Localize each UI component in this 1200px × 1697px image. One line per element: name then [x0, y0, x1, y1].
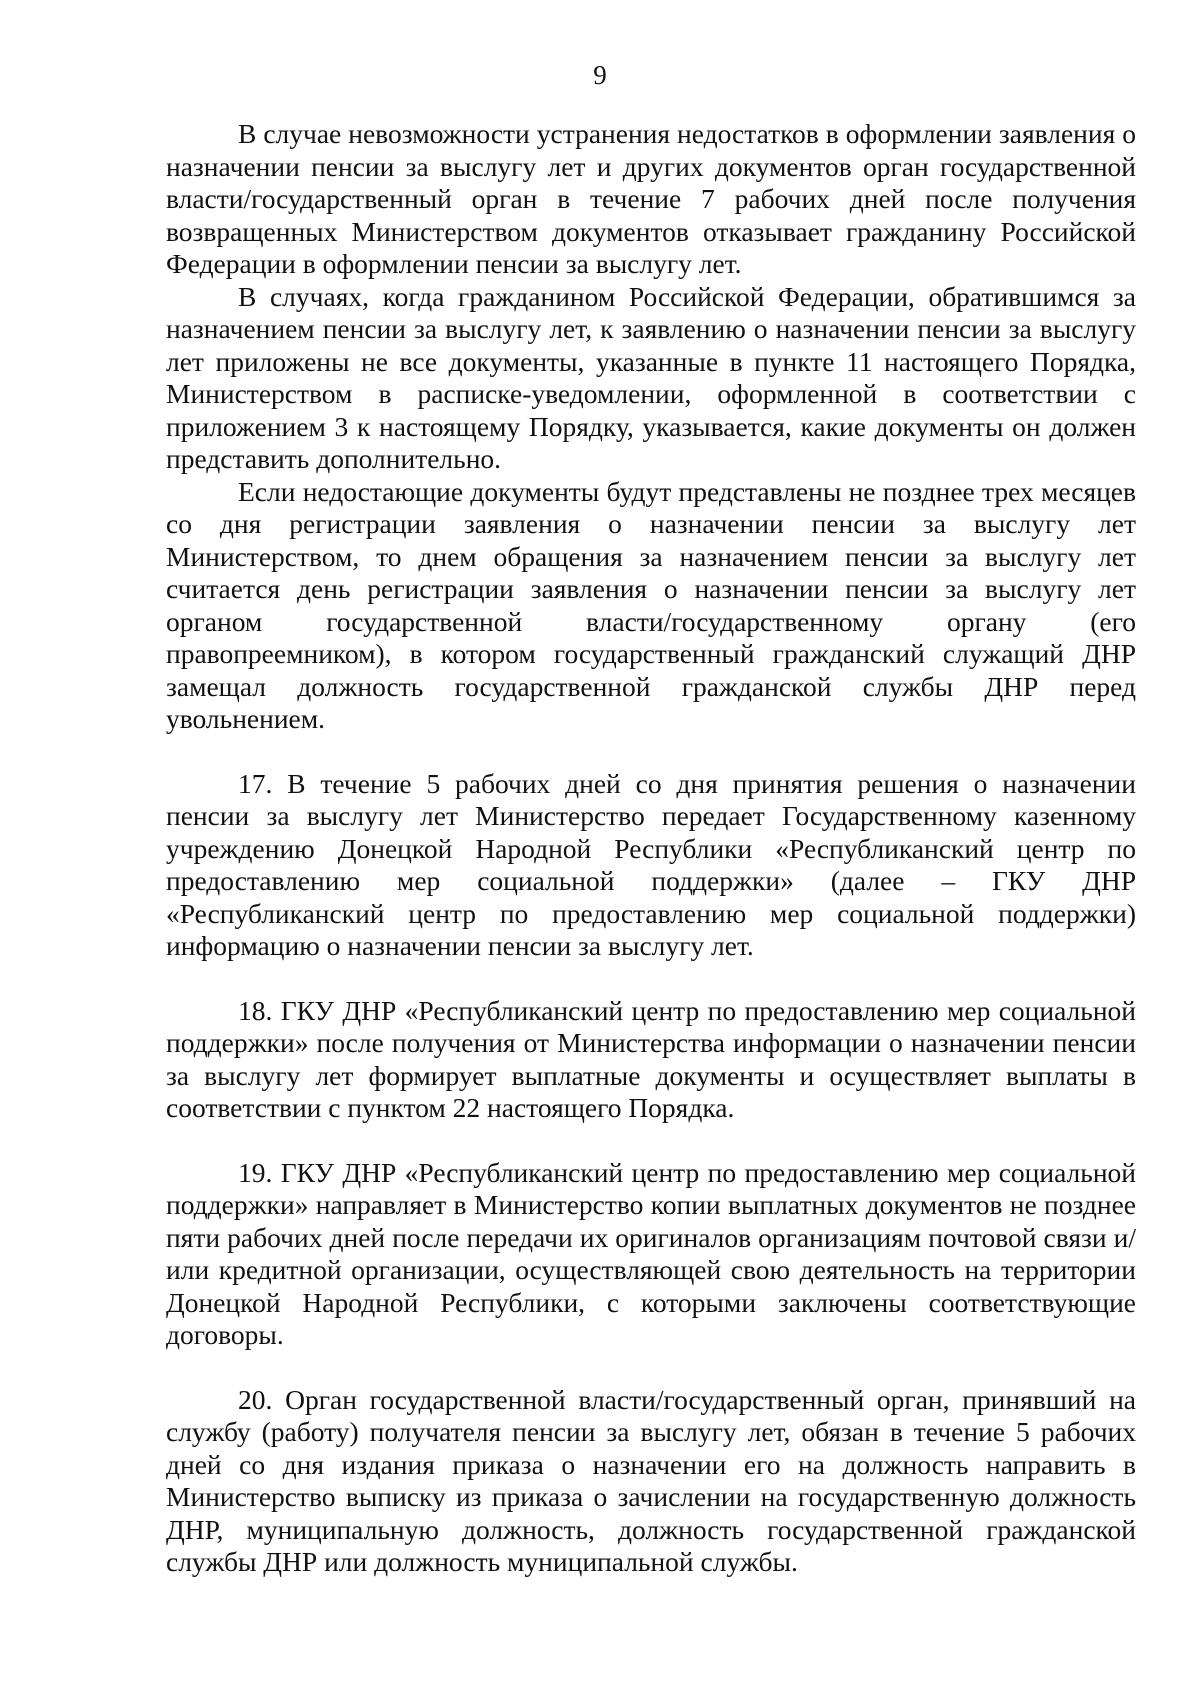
clause-18: 18. ГКУ ДНР «Республиканский центр по предоставлению мер социальной поддержки» после получения от Министерства информации о назначении пенсии за выслугу лет формирует выплатные документы и осуществляет выплаты в соответствии с пунктом 22 настоящего Порядка.	[166, 994, 1136, 1123]
paragraph-refusal: В случае невозможности устранения недостатков в оформлении заявления о назначении пенсии за выслугу лет и других документов орган государственной власти/государственный орган в течение 7 рабочих дней после получения возвращенных Министерством документов отказывает гражданину Российской Федерации в оформлении пенсии за выслугу лет.	[166, 118, 1136, 279]
paragraph-missing-documents: В случаях, когда гражданином Российской Федерации, обратившимся за назначением пенсии за выслугу лет, к заявлению о назначении пенсии за выслугу лет приложены не все документы, указанные в пункте 11 настоящего Порядка, Министерством в расписке-уведомлении, оформленной в соответствии с приложением 3 к настоящему Порядку, указывается, какие документы он должен представить дополнительно.	[166, 280, 1136, 474]
page-number: 9	[593, 60, 607, 90]
clause-17: 17. В течение 5 рабочих дней со дня принятия решения о назначении пенсии за выслугу лет Министерство передает Государственному казенному учреждению Донецкой Народной Республики «Республиканский центр по предоставлению мер социальной поддержки» (далее – ГКУ ДНР «Республиканский центр по предоставлению мер социальной поддержки) информацию о назначении пенсии за выслугу лет.	[166, 767, 1136, 961]
clause-19: 19. ГКУ ДНР «Республиканский центр по предоставлению мер социальной поддержки» направляет в Министерство копии выплатных документов не позднее пяти рабочих дней после передачи их оригиналов организациям почтовой связи и/или кредитной организации, осуществляющей свою деятельность на территории Донецкой Народной Республики, с которыми заключены соответствующие договоры.	[166, 1156, 1136, 1350]
clause-20: 20. Орган государственной власти/государственный орган, принявший на службу (работу) получателя пенсии за выслугу лет, обязан в течение 5 рабочих дней со дня издания приказа о назначении его на должность направить в Министерство выписку из приказа о зачислении на государственную должность ДНР, муниципальную должность, должность государственной гражданской службы ДНР или должность муниципальной службы.	[166, 1383, 1136, 1577]
paragraph-deadline: Если недостающие документы будут представлены не позднее трех месяцев со дня регистрации заявления о назначении пенсии за выслугу лет Министерством, то днем обращения за назначением пенсии за выслугу лет считается день регистрации заявления о назначении пенсии за выслугу лет органом государственной власти/государственному органу (его правопреемником), в котором государственный гражданский служащий ДНР замещал должность государственной гражданской службы ДНР перед увольнением.	[166, 475, 1136, 734]
document-body	[166, 118, 1136, 1579]
